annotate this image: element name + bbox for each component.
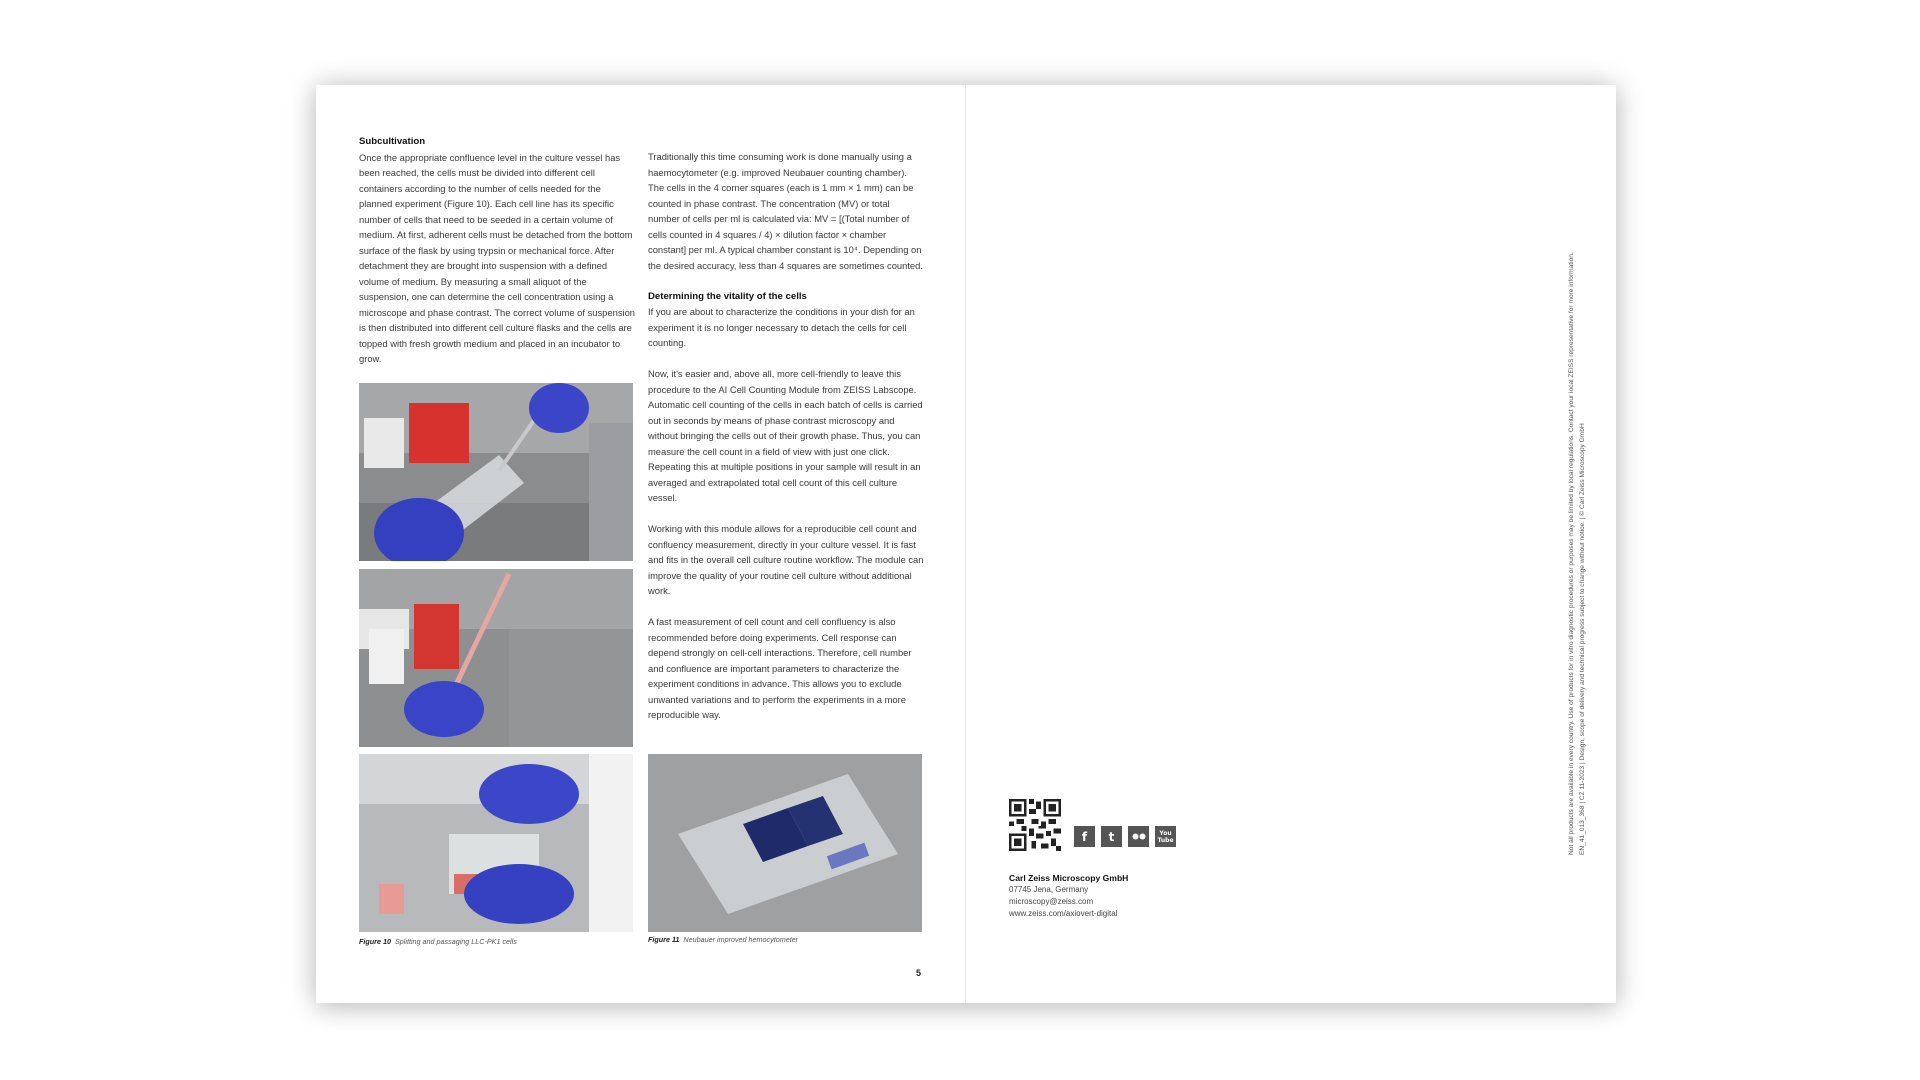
company-website[interactable]: www.zeiss.com/axiovert-digital	[1009, 909, 1118, 918]
photo-hemocytometer	[648, 754, 922, 932]
contact-block	[1009, 872, 1128, 920]
social-icons	[1074, 826, 1176, 847]
facebook-icon[interactable]: f	[1074, 826, 1095, 847]
brochure-spread	[316, 85, 1616, 1003]
company-address: 07745 Jena, Germany	[1009, 885, 1089, 894]
right-page	[966, 85, 1616, 1003]
page-number: 5	[916, 968, 922, 978]
left-page	[316, 85, 966, 1003]
section-heading-subcultivation: Subcultivation	[359, 136, 426, 147]
youtube-icon[interactable]	[1155, 826, 1176, 847]
paragraph: Working with this module allows for a reproducible cell count and confluency measurement, directly in your culture vessel. It is fast and fits in the overall cell culture routine workflow. The module can improve the quality of your routine cell culture without additional work.	[648, 523, 924, 596]
figure-text: Splitting and passaging LLC-PK1 cells	[394, 937, 517, 946]
photo-culture-dish	[359, 754, 633, 932]
twitter-icon[interactable]: t	[1101, 826, 1122, 847]
text-column-1	[359, 134, 635, 382]
legal-line-1: Not all products are available in every country. Use of products for in vitro diagnostic procedures or purposes may be limited by local regulations. Contact your local ZEISS representative for more information.	[1568, 252, 1575, 855]
figure-10-caption	[359, 937, 517, 946]
paragraph: A fast measurement of cell count and cell confluency is also recommended before doing experiments. Cell response can depend strongly on cell-cell interactions. Therefore, cell number and confluence are important parameters to characterize the experiment conditions in advance. This allows you to exclude unwanted variations and to perform the experiments in a more reproducible way.	[648, 616, 912, 720]
photo-serological-pipette	[359, 569, 633, 747]
youtube-icon-label: You Tube	[1157, 829, 1174, 844]
paragraph: Traditionally this time consuming work is done manually using a haemocytometer (e.g. improved Neubauer counting chamber). The cells in the 4 corner squares (each is 1 mm × 1 mm) can be counted in phase contrast. The concentration (MV) or total number of cells per ml is calculated via: MV = [(Total number of cells counted in 4 squares / 4) × dilution factor × chamber constant] per ml. A typical chamber constant is 10⁴. Depending on the desired accuracy, less than 4 squares are sometimes counted.	[648, 151, 923, 271]
text-column-2	[648, 149, 924, 738]
qr-code-icon	[1009, 799, 1061, 851]
paragraph: Once the appropriate confluence level in the culture vessel has been reached, the cells must be divided into different cell containers according to the number of cells needed for the planned experiment (Figure 10). Each cell line has its specific number of cells that need to be seeded in a certain volume of medium. At first, adherent cells must be detached from the bottom surface of the flask by using trypsin or mechanical force. After detachment they are brought into suspension with a defined volume of medium. By measuring a small aliquot of the suspension, one can determine the cell concentration using a microscope and phase contrast. The correct volume of suspension is then distributed into different cell culture flasks and the cells are topped with fresh growth medium and placed in an incubator to grow.	[359, 151, 636, 364]
figure-text: Neubauer improved hemocytometer	[683, 935, 799, 944]
company-name: Carl Zeiss Microscopy GmbH	[1009, 873, 1129, 883]
paragraph: If you are about to characterize the conditions in your dish for an experiment it is no longer necessary to detach the cells for cell counting.	[648, 306, 915, 348]
paragraph: Now, it's easier and, above all, more cell-friendly to leave this procedure to the AI Cell Counting Module from ZEISS Labscope. Automatic cell counting of the cells in each batch of cells is carried out in seconds by means of phase contrast microscopy and without bringing the cells out of their growth phase. Thus, you can measure the cell count in a field of view with just one click. Repeating this at multiple positions in your sample will result in an averaged and extrapolated total cell count of this cell culture vessel.	[648, 368, 923, 503]
company-email[interactable]: microscopy@zeiss.com	[1009, 897, 1094, 906]
flickr-dots-icon	[1132, 833, 1146, 840]
legal-line-2: EN_41_013_368 | CZ 11-2023 | Design, scope of delivery and technical progress subject to change without notice. | © Carl Zeiss Microscopy GmbH	[1579, 423, 1586, 855]
section-heading-vitality: Determining the vitality of the cells	[648, 290, 807, 302]
figure-label: Figure 10	[359, 937, 391, 946]
figure-11-caption	[648, 935, 798, 944]
photo-pipetting-flask	[359, 383, 633, 561]
figure-label: Figure 11	[648, 935, 680, 944]
flickr-icon[interactable]	[1128, 826, 1149, 847]
